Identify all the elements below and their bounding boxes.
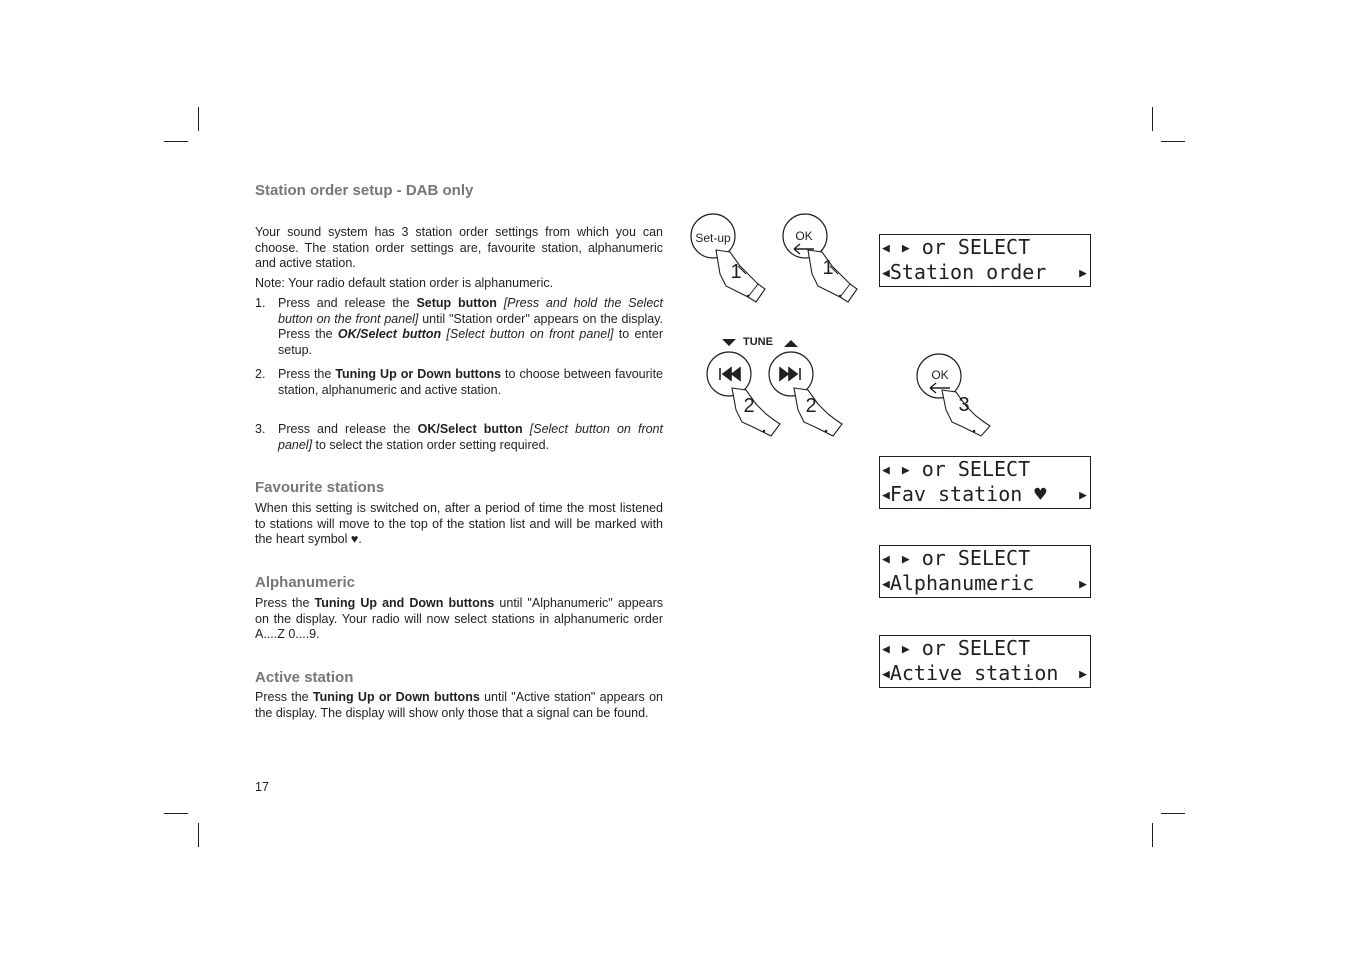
crop-mark: [1161, 141, 1185, 142]
step-number-label: 1: [730, 261, 742, 283]
tune-label: TUNE: [743, 336, 773, 348]
default-order-note: Note: Your radio default station order is alphanumeric.: [255, 276, 554, 290]
page-title: Station order setup - DAB only: [255, 182, 474, 199]
ok-button-press-icon: [778, 214, 868, 306]
tune-down-arrow-icon: [720, 338, 738, 348]
alphanumeric-text: Press the Tuning Up and Down buttons until "Alphanumeric" appears on the display. Your radio will now select stations in alphanumeric order A....Z 0....9.: [255, 596, 664, 642]
tune-up-button-press-icon: [766, 352, 856, 440]
crop-mark: [1152, 823, 1153, 847]
intro-paragraph: Your sound system has 3 station order settings from which you can choose. The station order settings are, favourite station, alphanumeric and active station.: [255, 225, 663, 271]
lcd-line-2: Fav station ♥: [889, 482, 1047, 506]
step-text: Press the Tuning Up or Down buttons to choose between favourite station, alphanumeric and active station.: [278, 367, 663, 397]
lcd-line-2: Alphanumeric: [889, 571, 1035, 595]
active-text: Press the Tuning Up or Down buttons until "Active station" appears on the display. The display will show only those that a signal can be found.: [255, 690, 663, 720]
right-arrow-icon: ▶: [1079, 577, 1087, 592]
lcd-display-fav-station: [879, 456, 1091, 509]
step-number: 2.: [255, 367, 266, 381]
left-arrow-icon: ◀: [882, 266, 890, 281]
heart-icon: ♥: [350, 532, 359, 547]
ok-label: OK: [931, 368, 949, 382]
right-arrow-icon: ▶: [901, 552, 910, 567]
crop-mark: [164, 813, 188, 814]
step-number-label: 2: [805, 395, 817, 417]
lcd-line-2: Active station: [889, 661, 1059, 685]
step-2: [255, 367, 663, 398]
step-1: [255, 296, 663, 358]
left-arrow-icon: ◀: [882, 552, 890, 567]
crop-mark: [164, 141, 188, 142]
lcd-line-1: or SELECT: [909, 235, 1031, 259]
right-arrow-icon: ▶: [1079, 667, 1087, 682]
crop-mark: [198, 823, 199, 847]
right-arrow-icon: ▶: [901, 642, 910, 657]
setup-button-press-icon: [686, 214, 776, 306]
favourite-text: When this setting is switched on, after a period of time the most listened to stations will move to the top of the station list and will be marked with the heart symbol ♥.: [255, 501, 663, 547]
left-arrow-icon: ◀: [882, 241, 890, 256]
step-text: Press and release the OK/Select button [Select button on front panel] to select the station order setting required.: [278, 422, 663, 452]
alphanumeric-heading: Alphanumeric: [255, 574, 356, 591]
left-arrow-icon: ◀: [882, 488, 890, 503]
favourite-heading: Favourite stations: [255, 479, 385, 496]
page-number: 17: [255, 780, 269, 794]
ok-button-press-icon: [914, 354, 1004, 440]
crop-mark: [198, 107, 199, 131]
right-arrow-icon: ▶: [1079, 488, 1087, 503]
lcd-line-1: or SELECT: [909, 457, 1031, 481]
left-arrow-icon: ◀: [882, 577, 890, 592]
step-text: Press and release the Setup button [Press and hold the Select button on the front panel] until "Station order" appears on the display. Press the OK/Select button [Select button on front panel] to enter setup.: [278, 296, 663, 357]
step-3: [255, 422, 663, 453]
lcd-display-active-station: [879, 635, 1091, 688]
active-heading: Active station: [255, 669, 354, 686]
tune-up-arrow-icon: [782, 338, 800, 348]
lcd-line-2: Station order: [889, 260, 1047, 284]
left-arrow-icon: ◀: [882, 642, 890, 657]
left-arrow-icon: ◀: [882, 667, 890, 682]
right-arrow-icon: ▶: [1079, 266, 1087, 281]
right-arrow-icon: ▶: [901, 241, 910, 256]
lcd-display-alphanumeric: [879, 545, 1091, 598]
lcd-display-station-order: [879, 234, 1091, 287]
right-arrow-icon: ▶: [901, 463, 910, 478]
step-number-label: 2: [743, 395, 755, 417]
step-number: 1.: [255, 296, 266, 310]
step-number: 3.: [255, 422, 266, 436]
setup-label: Set-up: [695, 231, 731, 245]
ok-label: OK: [795, 229, 813, 243]
lcd-line-1: or SELECT: [909, 636, 1031, 660]
step-number-label: 3: [958, 394, 970, 416]
crop-mark: [1152, 107, 1153, 131]
step-number-label: 1: [822, 257, 834, 279]
left-arrow-icon: ◀: [882, 463, 890, 478]
lcd-line-1: or SELECT: [909, 546, 1031, 570]
crop-mark: [1161, 813, 1185, 814]
